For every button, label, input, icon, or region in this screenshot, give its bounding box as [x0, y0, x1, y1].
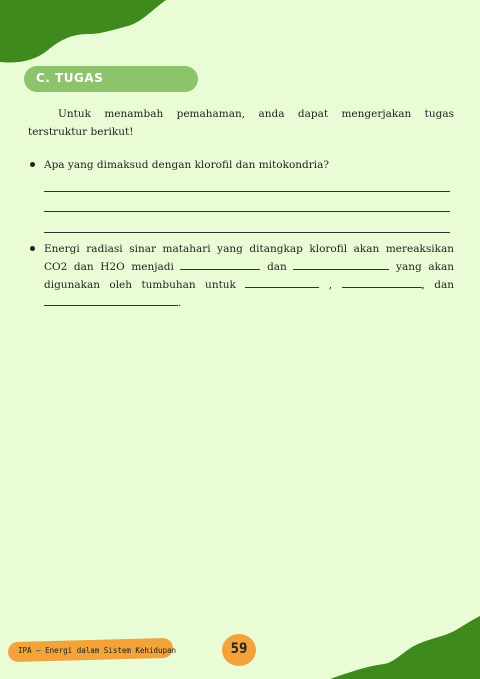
- question-2-part-2: dan: [267, 261, 287, 273]
- bullet-icon: [30, 246, 35, 251]
- question-1: [28, 156, 454, 174]
- question-2-part-1: Energi radiasi sinar matahari yang ditangkap klorofil akan mereaksikan CO2 dan H2O menjadi: [44, 243, 454, 273]
- fill-blank-2[interactable]: [293, 259, 389, 270]
- question-2-text: [44, 240, 454, 312]
- fill-blank-5[interactable]: [44, 295, 178, 306]
- answer-line-1[interactable]: [44, 191, 450, 192]
- fill-blank-1[interactable]: [180, 259, 260, 270]
- bottom-right-leaf-decoration: [330, 616, 480, 679]
- fill-blank-4[interactable]: [342, 277, 422, 288]
- page-number: 59: [230, 641, 248, 657]
- bullet-icon: [30, 162, 35, 167]
- question-1-text: Apa yang dimaksud dengan klorofil dan mitokondria?: [44, 159, 330, 171]
- answer-line-2[interactable]: [44, 211, 450, 212]
- question-2-part-3: yang akan digunakan oleh tumbuhan untuk: [44, 261, 454, 291]
- question-2-part-5: , dan: [421, 279, 455, 291]
- question-2-part-4: ,: [328, 279, 333, 291]
- question-2: [28, 240, 454, 312]
- question-2-part-6: .: [178, 297, 182, 309]
- footer-text: IPA – Energi dalam Sistem Kehidupan: [18, 646, 177, 655]
- intro-paragraph: Untuk menambah pemahaman, anda dapat mengerjakan tugas terstruktur berikut!: [28, 108, 454, 138]
- section-title: C. TUGAS: [36, 71, 104, 85]
- answer-line-3[interactable]: [44, 232, 450, 233]
- fill-blank-3[interactable]: [245, 277, 319, 288]
